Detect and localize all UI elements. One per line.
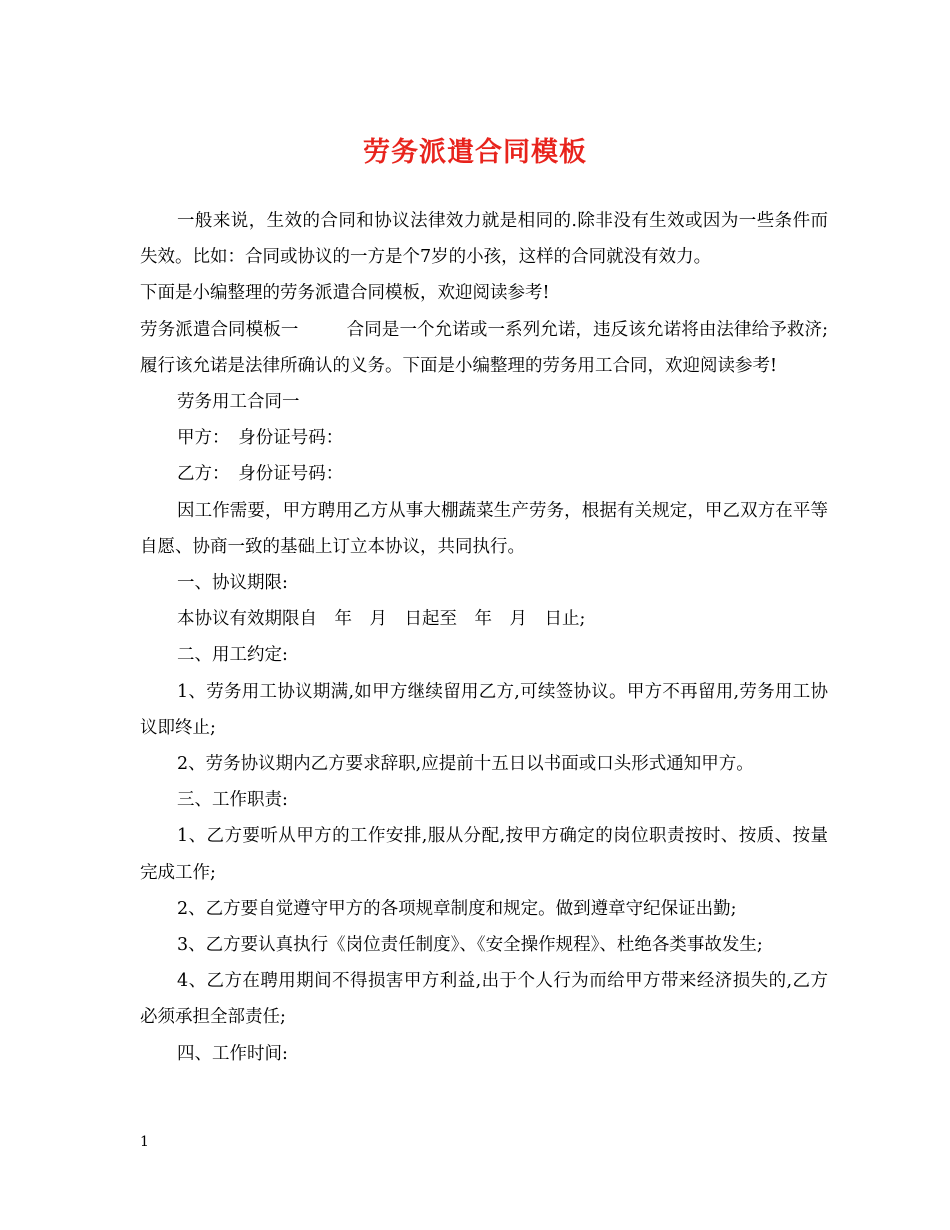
intro-paragraph: 一般来说，生效的合同和协议法律效力就是相同的.除非没有生效或因为一些条件而失效。比如：合同或协议的一方是个7岁的小孩，这样的合同就没有效力。 [140,211,828,268]
preamble-paragraph: 因工作需要，甲方聘用乙方从事大棚蔬菜生产劳务，根据有关规定，甲乙双方在平等自愿、协商一致的基础上订立本协议，共同执行。 [140,500,828,557]
section-heading-duties: 三、工作职责: [177,790,288,811]
section-heading-employment: 二、用工约定: [177,645,288,666]
page-number: 1 [140,1134,149,1150]
section-heading-hours: 四、工作时间: [177,1043,288,1064]
duty-clause-3: 3、乙方要认真执行《岗位责任制度》、《安全操作规程》、杜绝各类事故发生; [177,935,763,956]
contract-definition: 合同是一个允诺或一系列允诺，违反该允诺将由法律给予救济;履行该允诺是法律所确认的义务。下面是小编整理的劳务用工合同，欢迎阅读参考! [140,319,828,376]
party-a-line: 甲方： 身份证号码： [177,428,344,449]
duty-clause-4: 4、乙方在聘用期间不得损害甲方利益,出于个人行为而给甲方带来经济损失的,乙方必须承担全部责任; [140,971,828,1028]
contract-heading: 劳务用工合同一 [177,392,300,413]
employment-clause-1: 1、劳务用工协议期满,如甲方继续留用乙方,可续签协议。甲方不再留用,劳务用工协议即终止; [140,681,828,738]
party-b-line: 乙方： 身份证号码： [177,464,344,485]
template-one-heading: 劳务派遣合同模板一 [140,319,299,340]
document-body [140,203,828,1072]
duty-clause-2: 2、乙方要自觉遵守甲方的各项规章制度和规定。做到遵章守纪保证出勤; [177,898,737,919]
employment-clause-2: 2、劳务协议期内乙方要求辞职,应提前十五日以书面或口头形式通知甲方。 [177,754,754,775]
duty-clause-1: 1、乙方要听从甲方的工作安排,服从分配,按甲方确定的岗位职责按时、按质、按量完成工作; [140,826,828,883]
template-one-paragraph [140,312,828,384]
section-heading-term: 一、协议期限: [177,573,288,594]
document-title: 劳务派遣合同模板 [363,137,587,168]
term-clause: 本协议有效期限自 年 月 日起至 年 月 日止; [177,609,586,630]
intro-invitation: 下面是小编整理的劳务派遣合同模板，欢迎阅读参考! [140,283,550,304]
